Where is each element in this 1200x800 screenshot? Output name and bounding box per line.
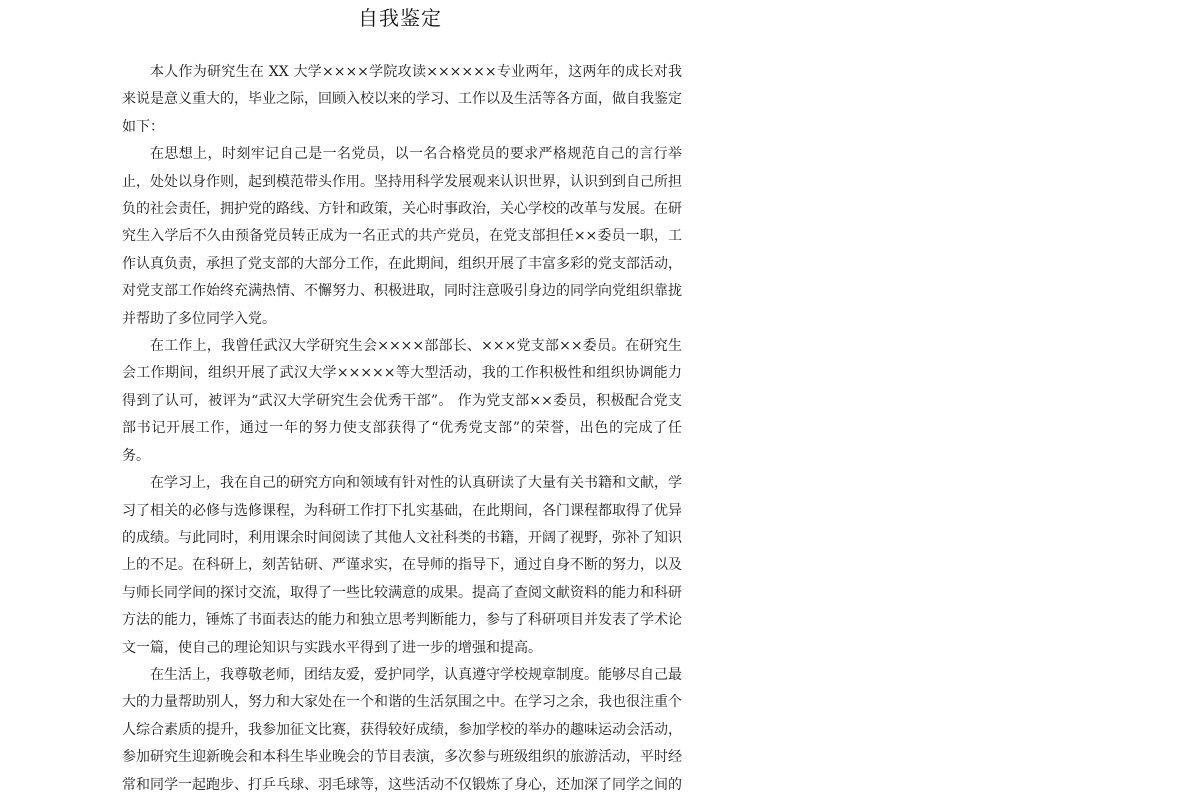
paragraph-intro: 本人作为研究生在 XX 大学××××学院攻读××××××专业两年，这两年的成长对我来说是意义重大的，毕业之际，回顾入校以来的学习、工作以及生活等各方面，做自我鉴定如下：	[122, 64, 682, 135]
paragraph-work: 在工作上，我曾任武汉大学研究生会××××部部长、×××党支部××委员。在研究生会工作期间，组织开展了武汉大学×××××等大型活动，我的工作积极性和组织协调能力得到了认可，被评为“武汉大学研究生会优秀干部”。 作为党支部××委员，积极配合党支部书记开展工作，通过一年的努力使支部获得了“优秀党支部”的荣誉，出色的完成了任务。	[122, 338, 682, 464]
paragraph-life: 在生活上，我尊敬老师，团结友爱，爱护同学，认真遵守学校规章制度。能够尽自己最大的力量帮助别人，努力和大家处在一个和谐的生活氛围之中。在学习之余，我也很注重个人综合素质的提升，我参加征文比赛，获得较好成绩，参加学校的举办的趣味运动会活动，参加研究生迎新晚会和本科生毕业晚会的节目表演，多次参与班级组织的旅游活动，平时经常和同学一起跑步、打乒乓球、羽毛球等，这些活动不仅锻炼了身心，还加深了同学之间的	[122, 666, 682, 793]
paragraph-study: 在学习上，我在自己的研究方向和领域有针对性的认真研读了大量有关书籍和文献，学习了相关的必修与选修课程，为科研工作打下扎实基础，在此期间，各门课程都取得了优异的成绩。与此同时，利用课余时间阅读了其他人文社科类的书籍，开阔了视野，弥补了知识上的不足。在科研上，刻苦钻研、严谨求实，在导师的指导下，通过自身不断的努力，以及与师长同学间的探讨交流，取得了一些比较满意的成果。提高了查阅文献资料的能力和科研方法的能力，锤炼了书面表达的能力和独立思考判断能力，参与了科研项目并发表了学术论文一篇，使自己的理论知识与实践水平得到了进一步的增强和提高。	[122, 475, 682, 656]
document-title: 自我鉴定	[358, 6, 442, 30]
document-body	[122, 59, 682, 799]
paragraph-ideology: 在思想上，时刻牢记自己是一名党员，以一名合格党员的要求严格规范自己的言行举止，处处以身作则，起到模范带头作用。坚持用科学发展观来认识世界，认识到到自己所担负的社会责任，拥护党的路线、方针和政策，关心时事政治，关心学校的改革与发展。在研究生入学后不久由预备党员转正成为一名正式的共产党员，在党支部担任××委员一职，工作认真负责，承担了党支部的大部分工作，在此期间，组织开展了丰富多彩的党支部活动，对党支部工作始终充满热情、不懈努力、积极进取，同时注意吸引身边的同学向党组织靠拢并帮助了多位同学入党。	[122, 146, 682, 327]
